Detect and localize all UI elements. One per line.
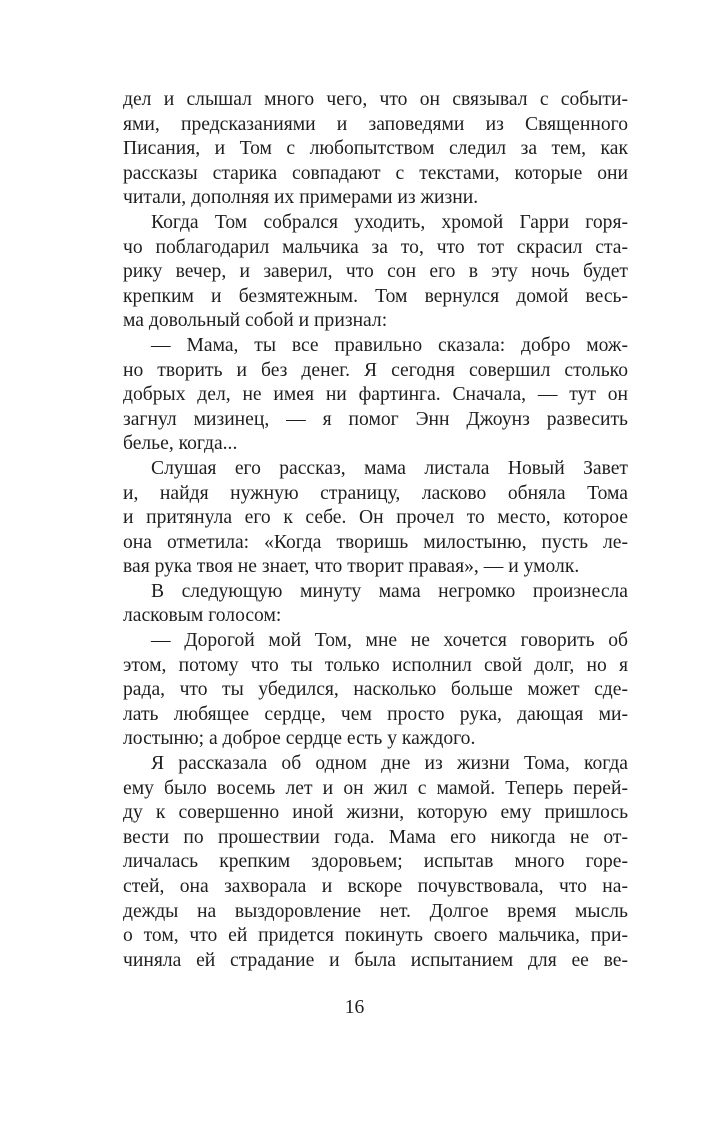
text-line: стей, она захворала и вскоре почувствовала, что на- [123, 876, 628, 897]
text-line: вая рука твоя не знает, что творит правая», — и умолк. [123, 556, 580, 578]
text-line: Писания, и Том с любопытством следил за тем, как [123, 138, 628, 160]
text-line: крепким и безмятежным. Том вернулся домой весь- [123, 285, 628, 307]
text-line: ему было восемь лет и он жил с мамой. Теперь перей- [123, 777, 628, 799]
text-line: о том, что ей придется покинуть своего мальчика, при- [123, 925, 628, 947]
text-line: и, найдя нужную страницу, ласково обняла Тома [123, 482, 628, 504]
text-line: ма довольный собой и признал: [123, 310, 388, 332]
text-line: чиняла ей страдание и была испытанием для ее ве- [123, 949, 628, 971]
text-line: ласковым голосом: [123, 605, 282, 627]
text-line: Слушая его рассказ, мама листала Новый Завет [151, 457, 628, 479]
text-line: но творить и без денег. Я сегодня совершил столько [123, 359, 628, 381]
text-line: ями, предсказаниями и заповедями из Священного [123, 113, 628, 135]
text-line: — Мама, ты все правильно сказала: добро мож- [151, 334, 628, 356]
text-line: Я рассказала об одном дне из жизни Тома, когда [151, 753, 628, 775]
text-line: добрых дел, не имея ни фартинга. Сначала, — тут он [123, 384, 628, 406]
text-line: В следующую минуту мама негромко произнесла [151, 580, 628, 602]
text-line: рассказы старика совпадают с текстами, которые они [123, 162, 628, 184]
text-line: и притянула его к себе. Он прочел то место, которое [123, 507, 628, 529]
text-line: рику вечер, и заверил, что сон его в эту ночь будет [123, 261, 628, 283]
text-line: Когда Том собрался уходить, хромой Гарри горя- [151, 211, 628, 233]
text-line: рада, что ты убедился, насколько больше может сде- [123, 679, 628, 701]
text-line: — Дорогой мой Том, мне не хочется говорить об [151, 630, 628, 652]
text-line: личалась крепким здоровьем; испытав много горе- [123, 851, 628, 873]
text-line: дежды на выздоровление нет. Долгое время мысль [123, 900, 628, 922]
text-line: белье, когда... [123, 433, 238, 455]
text-line: она отметила: «Когда творишь милостыню, пусть ле- [123, 531, 628, 553]
text-line: лостыню; а доброе сердце есть у каждого. [123, 728, 476, 750]
text-line: чо поблагодарил мальчика за то, что тот скрасил ста- [123, 236, 628, 258]
text-line: лать любящее сердце, чем просто рука, дающая ми- [123, 703, 628, 725]
text-line: вести по прошествии года. Мама его никогда не от- [123, 826, 628, 848]
text-line: ду к совершенно иной жизни, которую ему пришлось [123, 802, 628, 824]
text-line: дел и слышал много чего, что он связывал с событи- [123, 89, 628, 110]
text-line: загнул мизинец, — я помог Энн Джоунз развесить [123, 408, 628, 430]
text-line: этом, потому что ты только исполнил свой долг, но я [123, 654, 628, 676]
body-text [123, 88, 628, 973]
text-line: читали, дополняя их примерами из жизни. [123, 187, 479, 209]
page-number: 16 [344, 997, 365, 1018]
